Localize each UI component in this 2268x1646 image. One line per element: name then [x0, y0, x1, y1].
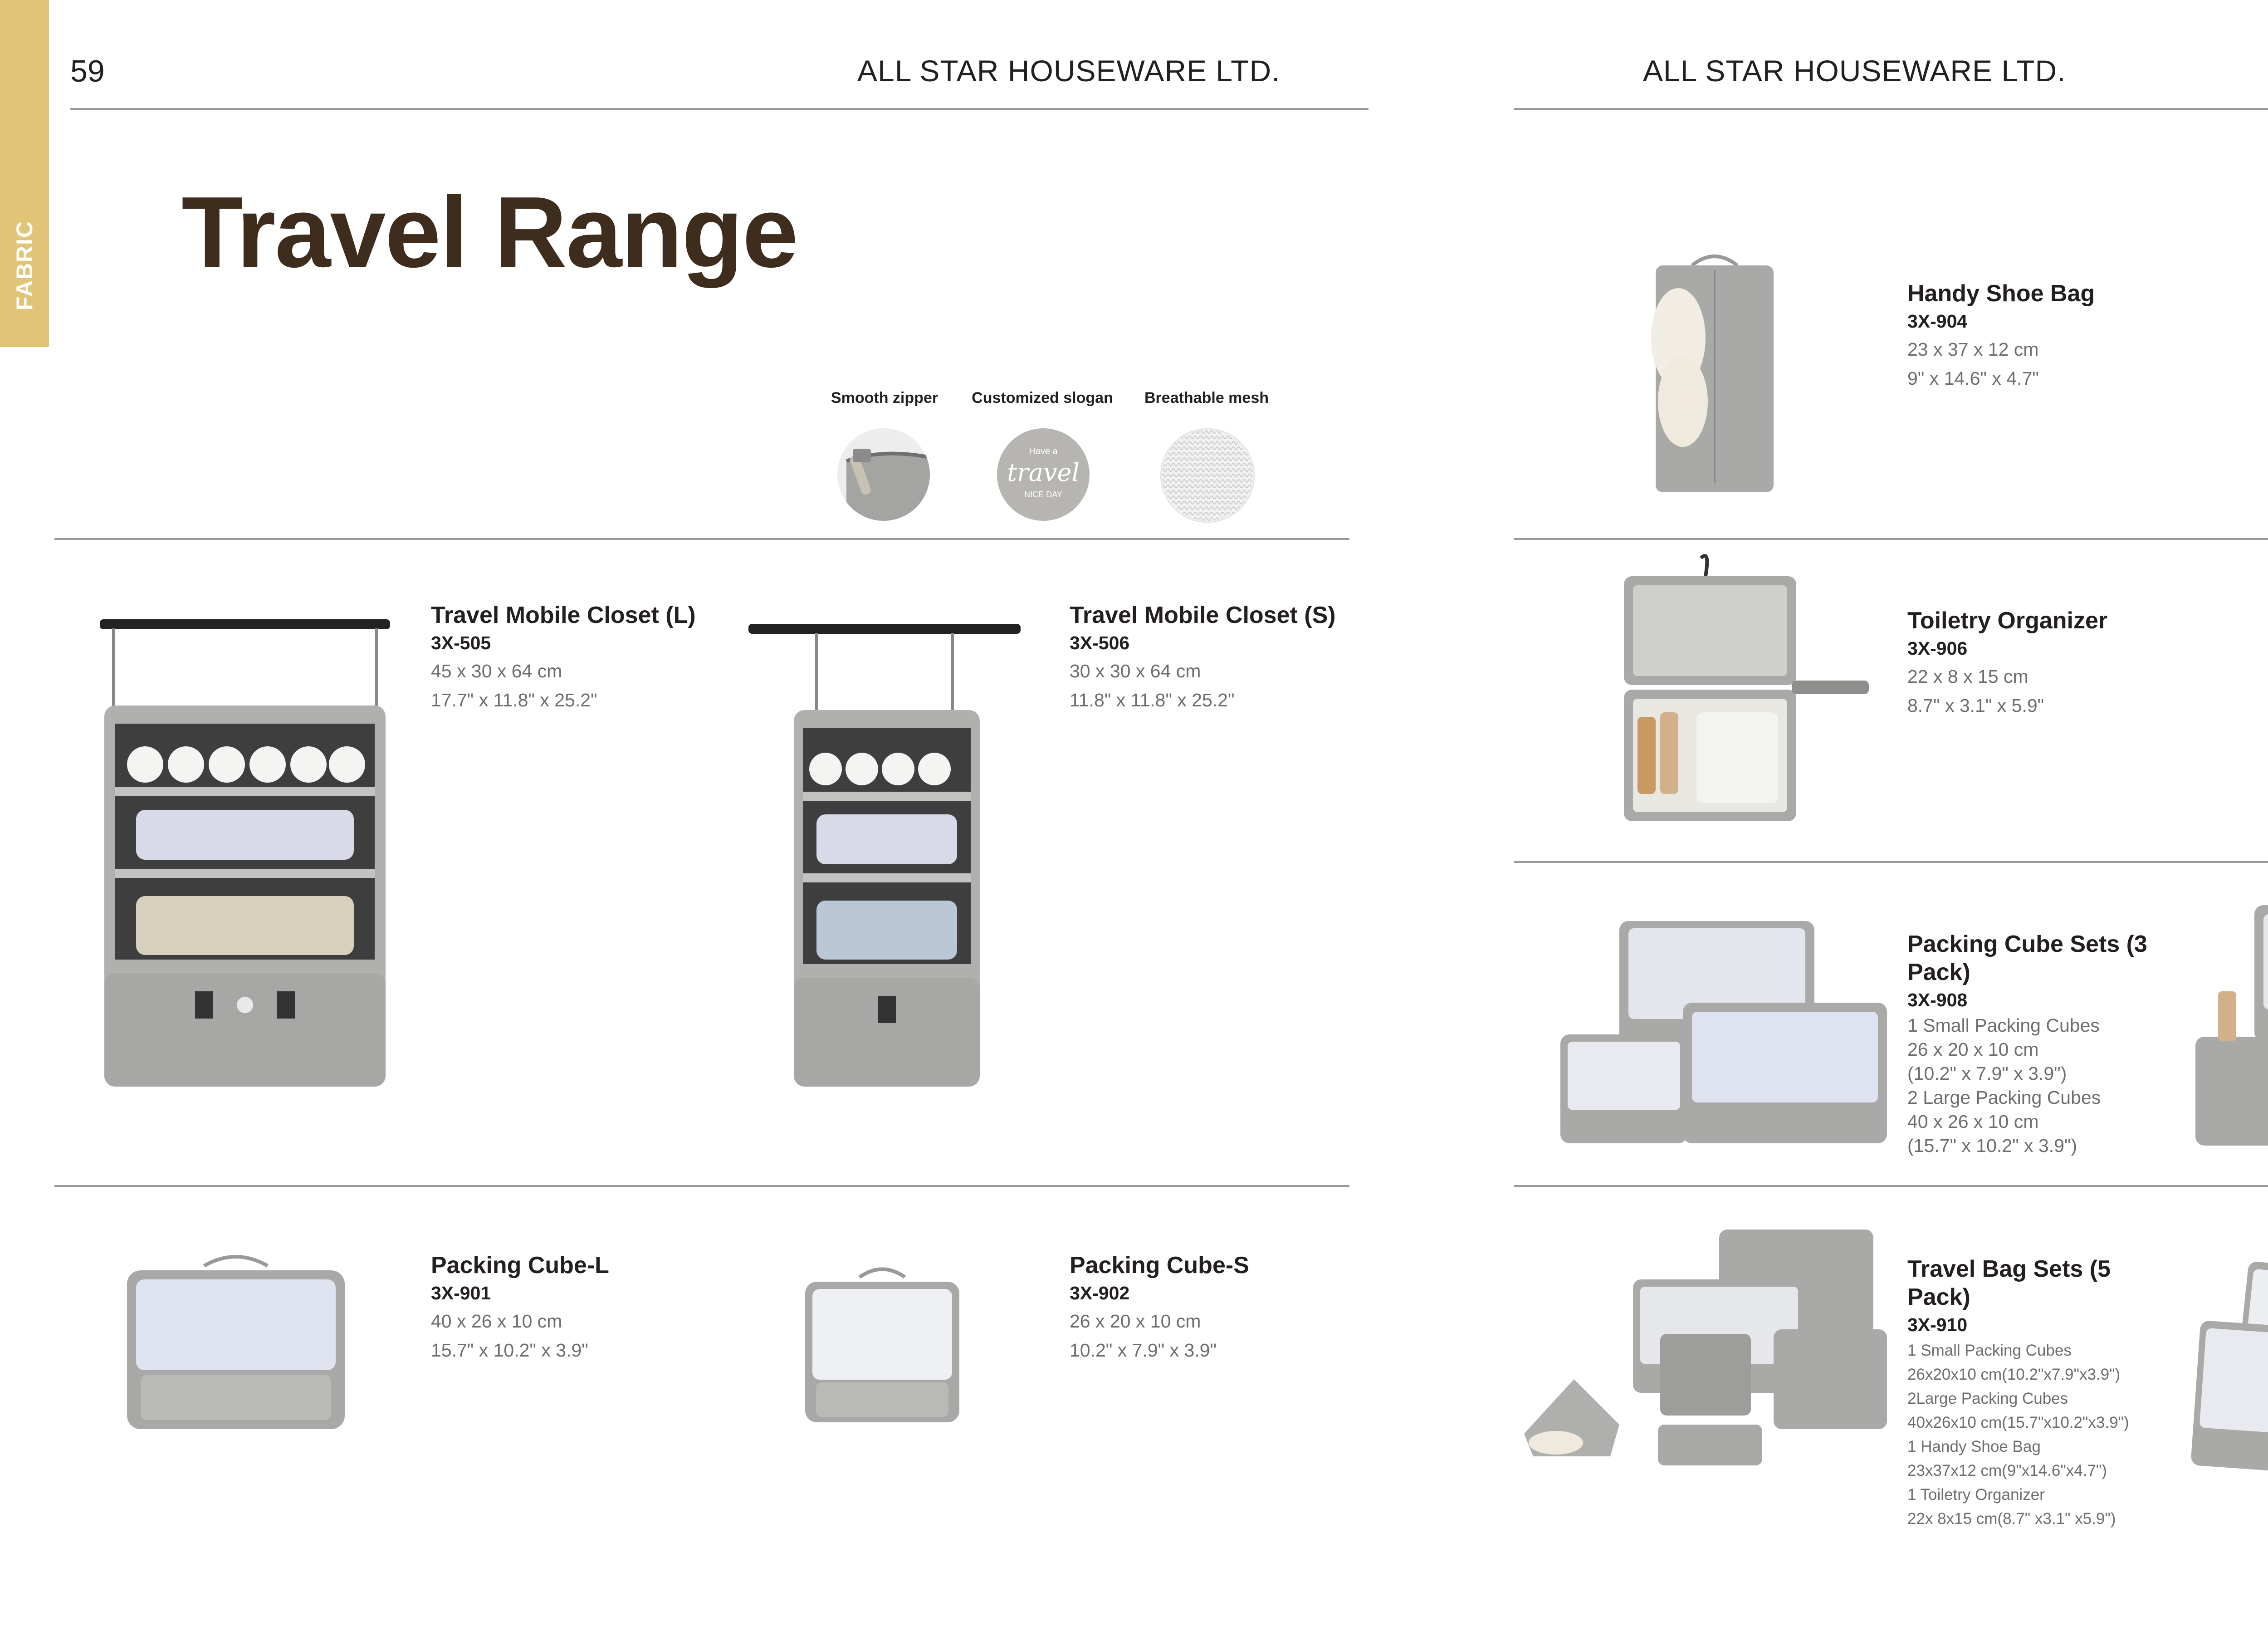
section-tab-label: FABRIC — [12, 220, 37, 311]
product-code: 3X-906 — [1907, 638, 1968, 659]
mesh-feature-image — [1160, 428, 1255, 523]
product-name: Travel Bag Sets (5 Pack) — [1907, 1256, 2111, 1310]
product-code: 3X-901 — [431, 1283, 491, 1303]
product-dimension-line: 11.8" x 11.8" x 25.2" — [1070, 690, 1235, 710]
divider-row-1-left — [54, 538, 1349, 540]
badge-text-bottom: NICE DAY — [1024, 490, 1062, 499]
product-code: 3X-505 — [431, 632, 491, 653]
divider-row-2-left — [54, 1185, 1349, 1187]
product-dimension-line: 40 x 26 x 10 cm — [431, 1311, 562, 1332]
product-detail-line: (10.2" x 7.9" x 3.9") — [1907, 1063, 2067, 1084]
divider-row-2-right — [1514, 861, 2268, 863]
product-detail-line: 1 Handy Shoe Bag — [1907, 1438, 2041, 1455]
product-dimension-line: 17.7" x 11.8" x 25.2" — [431, 690, 597, 710]
travel-mobile-closet-l-image — [95, 615, 395, 1091]
product-name: Toiletry Organizer — [1907, 607, 2108, 634]
divider-row-1-right — [1514, 538, 2268, 540]
travel-bag-sets-3-pack-image — [2191, 896, 2268, 1148]
compression-packing-cubes-image — [2191, 1220, 2268, 1475]
product-code: 3X-904 — [1907, 311, 1968, 332]
product-detail-line: 40x26x10 cm(15.7"x10.2"x3.9") — [1907, 1414, 2129, 1431]
product-name: Travel Mobile Closet (S) — [1070, 602, 1336, 628]
badge-text-top: Have a — [1029, 446, 1058, 456]
product-dimension-line: 9" x 14.6" x 4.7" — [1907, 368, 2039, 389]
product-dimension-line: 30 x 30 x 64 cm — [1070, 661, 1201, 681]
packing-cube-s-image — [801, 1264, 964, 1427]
product-dimension-line: 15.7" x 10.2" x 3.9" — [431, 1340, 588, 1361]
product-name: Packing Cube Sets (3 Pack) — [1907, 931, 2147, 985]
product-detail-line: (15.7" x 10.2" x 3.9") — [1907, 1135, 2077, 1156]
product-name: Handy Shoe Bag — [1907, 280, 2095, 307]
packing-cube-l-image — [122, 1252, 349, 1434]
product-handy-shoe-bag — [1907, 279, 2180, 393]
product-dimension-line: 45 x 30 x 64 cm — [431, 661, 562, 681]
product-dimension-line: 10.2" x 7.9" x 3.9" — [1070, 1340, 1217, 1361]
page-number-left: 59 — [70, 54, 105, 88]
packing-cube-sets-3-pack-image — [1556, 912, 1892, 1148]
slogan-feature-badge — [997, 428, 1090, 521]
badge-text-main: travel — [1007, 458, 1080, 487]
company-name-right: ALL STAR HOUSEWARE LTD. — [1643, 54, 2066, 88]
product-name: Packing Cube-S — [1070, 1252, 1249, 1279]
zipper-feature-image — [837, 428, 930, 521]
feature-label-zipper: Smooth zipper — [831, 389, 938, 407]
product-travel-bag-sets-5-pack — [1907, 1255, 2180, 1531]
product-dimension-line: 22 x 8 x 15 cm — [1907, 666, 2028, 687]
product-packing-cube-sets-3-pack — [1907, 930, 2161, 1158]
feature-label-mesh: Breathable mesh — [1144, 389, 1269, 407]
travel-mobile-closet-s-image — [748, 619, 1021, 1091]
product-name: Packing Cube-L — [431, 1252, 609, 1279]
travel-bag-sets-5-pack-image — [1520, 1225, 1892, 1488]
product-toiletry-organizer — [1907, 607, 2180, 720]
page-title: Travel Range — [181, 176, 797, 289]
product-code: 3X-506 — [1070, 632, 1130, 653]
handy-shoe-bag-image — [1637, 247, 1792, 497]
product-detail-line: 1 Toiletry Organizer — [1907, 1486, 2045, 1504]
product-detail-line: 1 Small Packing Cubes — [1907, 1342, 2072, 1359]
product-dimension-line: 23 x 37 x 12 cm — [1907, 339, 2039, 360]
product-dimension-line: 8.7" x 3.1" x 5.9" — [1907, 695, 2044, 716]
section-tab-left — [0, 0, 49, 347]
product-detail-line: 40 x 26 x 10 cm — [1907, 1111, 2039, 1132]
product-detail-line: 2Large Packing Cubes — [1907, 1390, 2068, 1407]
product-code: 3X-902 — [1070, 1283, 1130, 1303]
product-detail-line: 2 Large Packing Cubes — [1907, 1087, 2101, 1108]
product-detail-line: 26x20x10 cm(10.2"x7.9"x3.9") — [1907, 1366, 2121, 1383]
product-detail-line: 1 Small Packing Cubes — [1907, 1015, 2100, 1036]
product-packing-cube-l — [431, 1251, 703, 1365]
product-detail-line: 22x 8x15 cm(8.7" x3.1" x5.9") — [1907, 1510, 2116, 1528]
feature-label-slogan: Customized slogan — [972, 389, 1113, 407]
header-rule-right — [1514, 108, 2268, 110]
product-dimension-line: 26 x 20 x 10 cm — [1070, 1311, 1201, 1332]
product-name: Travel Mobile Closet (L) — [431, 602, 696, 628]
company-name-left: ALL STAR HOUSEWARE LTD. — [857, 54, 1281, 88]
product-detail-line: 23x37x12 cm(9"x14.6"x4.7") — [1907, 1462, 2107, 1479]
product-packing-cube-s — [1070, 1251, 1342, 1365]
product-code: 3X-908 — [1907, 990, 1968, 1010]
product-travel-mobile-closet-l — [431, 601, 703, 715]
header-rule-left — [70, 108, 1369, 110]
product-travel-mobile-closet-s — [1070, 601, 1342, 715]
toiletry-organizer-image — [1619, 549, 1873, 826]
product-code: 3X-910 — [1907, 1314, 1968, 1335]
divider-row-3-right — [1514, 1185, 2268, 1187]
product-detail-line: 26 x 20 x 10 cm — [1907, 1039, 2039, 1060]
